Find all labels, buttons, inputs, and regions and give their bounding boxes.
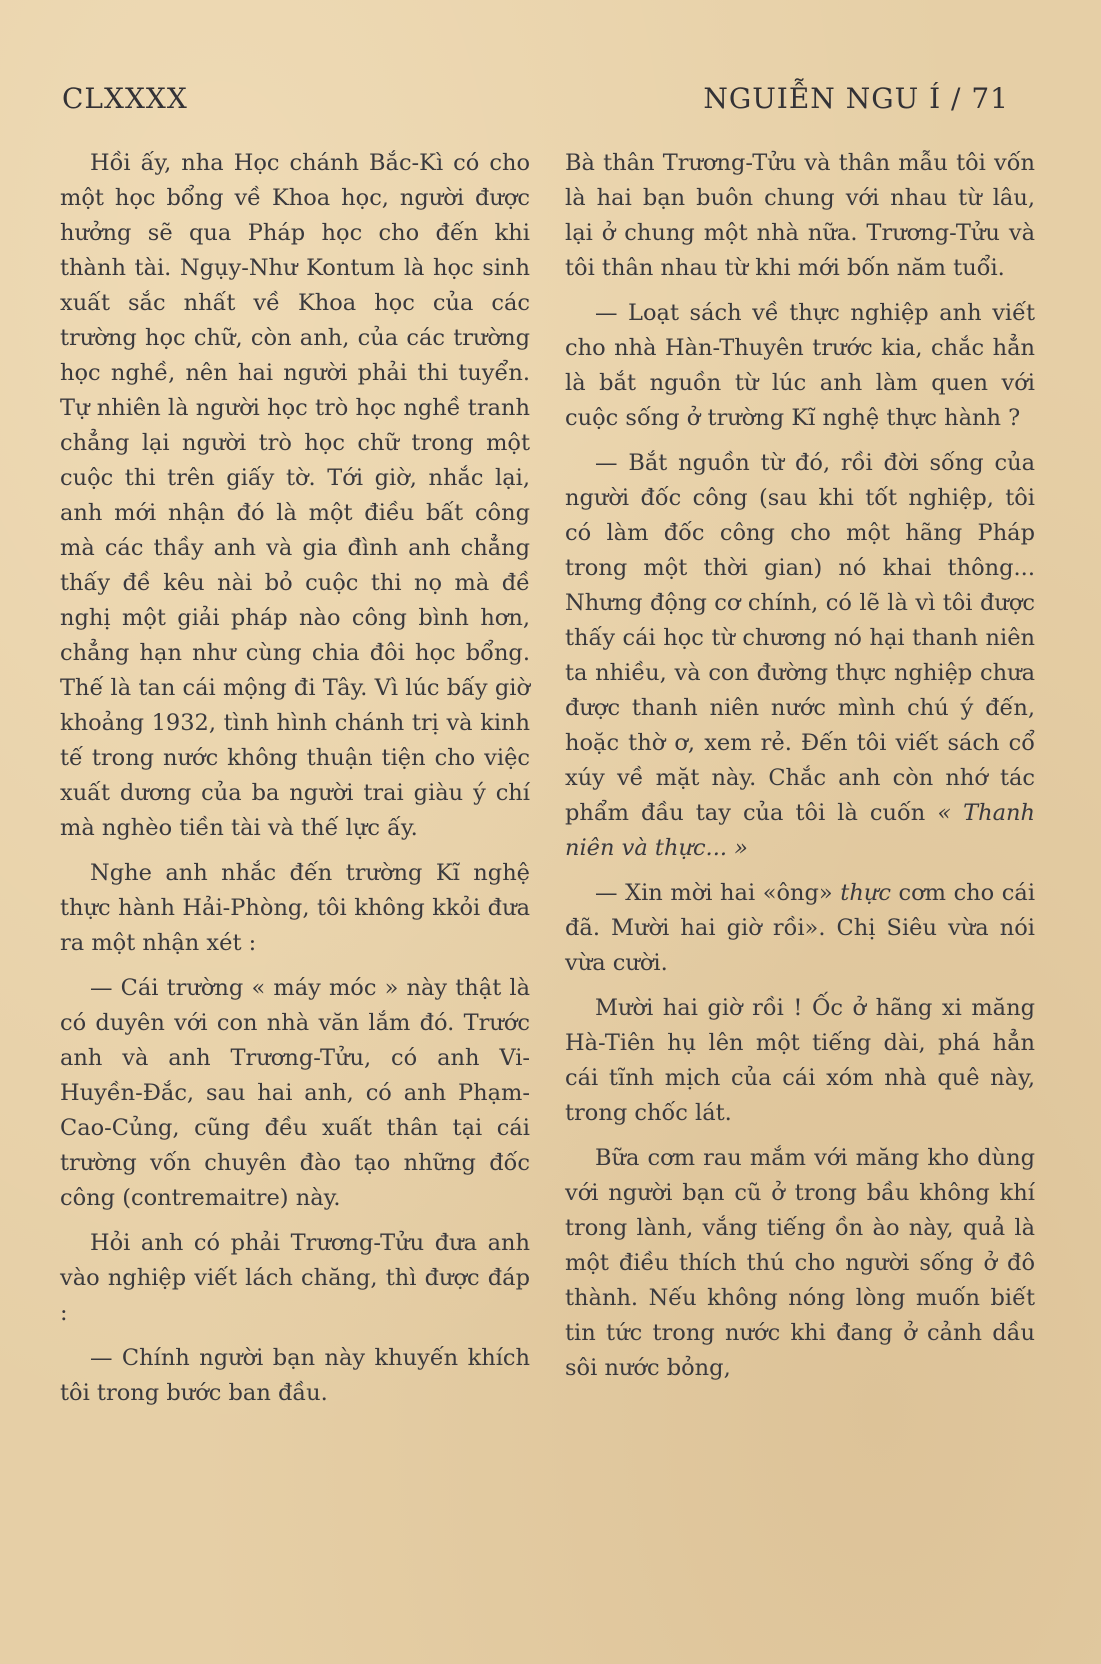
- paragraph: — Chính người bạn này khuyến khích tôi trong bước ban đầu.: [60, 1345, 530, 1406]
- paragraph: Hỏi anh có phải Trương-Tửu đưa anh vào nghiệp viết lách chăng, thì được đáp :: [60, 1230, 530, 1326]
- paragraph: Bà thân Trương-Tửu và thân mẫu tôi vốn là hai bạn buôn chung với nhau từ lâu, lại ở chung một nhà nữa. Trương-Tửu và tôi thân nhau từ khi mới bốn năm tuổi.: [565, 150, 1035, 281]
- running-head: [62, 82, 1039, 122]
- paragraph: — Loạt sách về thực nghiệp anh viết cho nhà Hàn-Thuyên trước kia, chắc hẳn là bắt nguồn từ lúc anh làm quen với cuộc sống ở trường Kĩ nghệ thực hành ?: [565, 300, 1035, 431]
- paragraph: [565, 446, 1035, 866]
- paragraph: [565, 876, 1035, 981]
- running-head-page-number: NGUIỄN NGU Í / 71: [703, 82, 1009, 115]
- paragraph-text: — Bắt nguồn từ đó, rồi đời sống của người đốc công (sau khi tốt nghiệp, tôi có làm đốc công cho một hãng Pháp trong một thời gian) nó khai thông... Nhưng động cơ chính, có lẽ là vì tôi được thấy cái học từ chương nó hại thanh niên ta nhiều, và con đường thực nghiệp chưa được thanh niên nước mình chú ý đến, hoặc thờ ơ, xem rẻ. Đến tôi viết sách cổ xúy về mặt này. Chắc anh còn nhớ tác phẩm đầu tay của tôi là cuốn: [565, 450, 1035, 826]
- paragraph: Hồi ấy, nha Học chánh Bắc-Kì có cho một học bổng về Khoa học, người được hưởng sẽ qua Pháp học cho đến khi thành tài. Ngụy-Như Kontum là học sinh xuất sắc nhất về Khoa học của các trường học chữ, còn anh, của các trường học nghề, nên hai người phải thi tuyển. Tự nhiên là người học trò học nghề tranh chẳng lại người trò học chữ trong một cuộc thi trên giấy tờ. Tới giờ, nhắc lại, anh mới nhận đó là một điều bất công mà các thầy anh và gia đình anh chẳng thấy đề kêu nài bỏ cuộc thi nọ mà đề nghị một giải pháp nào công bình hơn, chẳng hạn như cùng chia đôi học bổng. Thế là tan cái mộng đi Tây. Vì lúc bấy giờ khoảng 1932, tình hình chánh trị và kinh tế trong nước không thuận tiện cho việc xuất dương của ba người trai giàu ý chí mà nghèo tiền tài và thế lực ấy.: [60, 150, 530, 841]
- paragraph: — Cái trường « máy móc » này thật là có duyên với con nhà văn lắm đó. Trước anh và anh Trương-Tửu, có anh Vi-Huyền-Đắc, sau hai anh, có anh Phạm-Cao-Củng, cũng đều xuất thân tại cái trường vốn chuyên đào tạo những đốc công (contremaitre) này.: [60, 975, 530, 1211]
- italic-word: thực: [840, 880, 891, 906]
- paragraph: Nghe anh nhắc đến trường Kĩ nghệ thực hành Hải-Phòng, tôi không kkỏi đưa ra một nhận xét :: [60, 860, 530, 956]
- paragraph-text: cơm cho cái đã. Mười hai giờ rồi». Chị Siêu vừa nói vừa cười.: [565, 880, 1036, 976]
- paragraph: Mười hai giờ rồi ! Ốc ở hãng xi măng Hà-Tiên hụ lên một tiếng dài, phá hẳn cái tĩnh mịch của cái xóm nhà quê này, trong chốc lát.: [565, 995, 1035, 1126]
- right-column: [565, 146, 1035, 1396]
- running-head-left: CLXXXX: [62, 82, 188, 115]
- book-title: « Thanh niên và thực... »: [565, 800, 1035, 861]
- left-column: [60, 146, 530, 1421]
- paragraph: Bữa cơm rau mắm với măng kho dùng với người bạn cũ ở trong bầu không khí trong lành, vắng tiếng ồn ào này, quả là một điều thích thú cho người sống ở đô thành. Nếu không nóng lòng muốn biết tin tức trong nước khi đang ở cảnh dầu sôi nước bỏng,: [565, 1145, 1035, 1381]
- paragraph-text: — Xin mời hai «ông»: [595, 880, 833, 906]
